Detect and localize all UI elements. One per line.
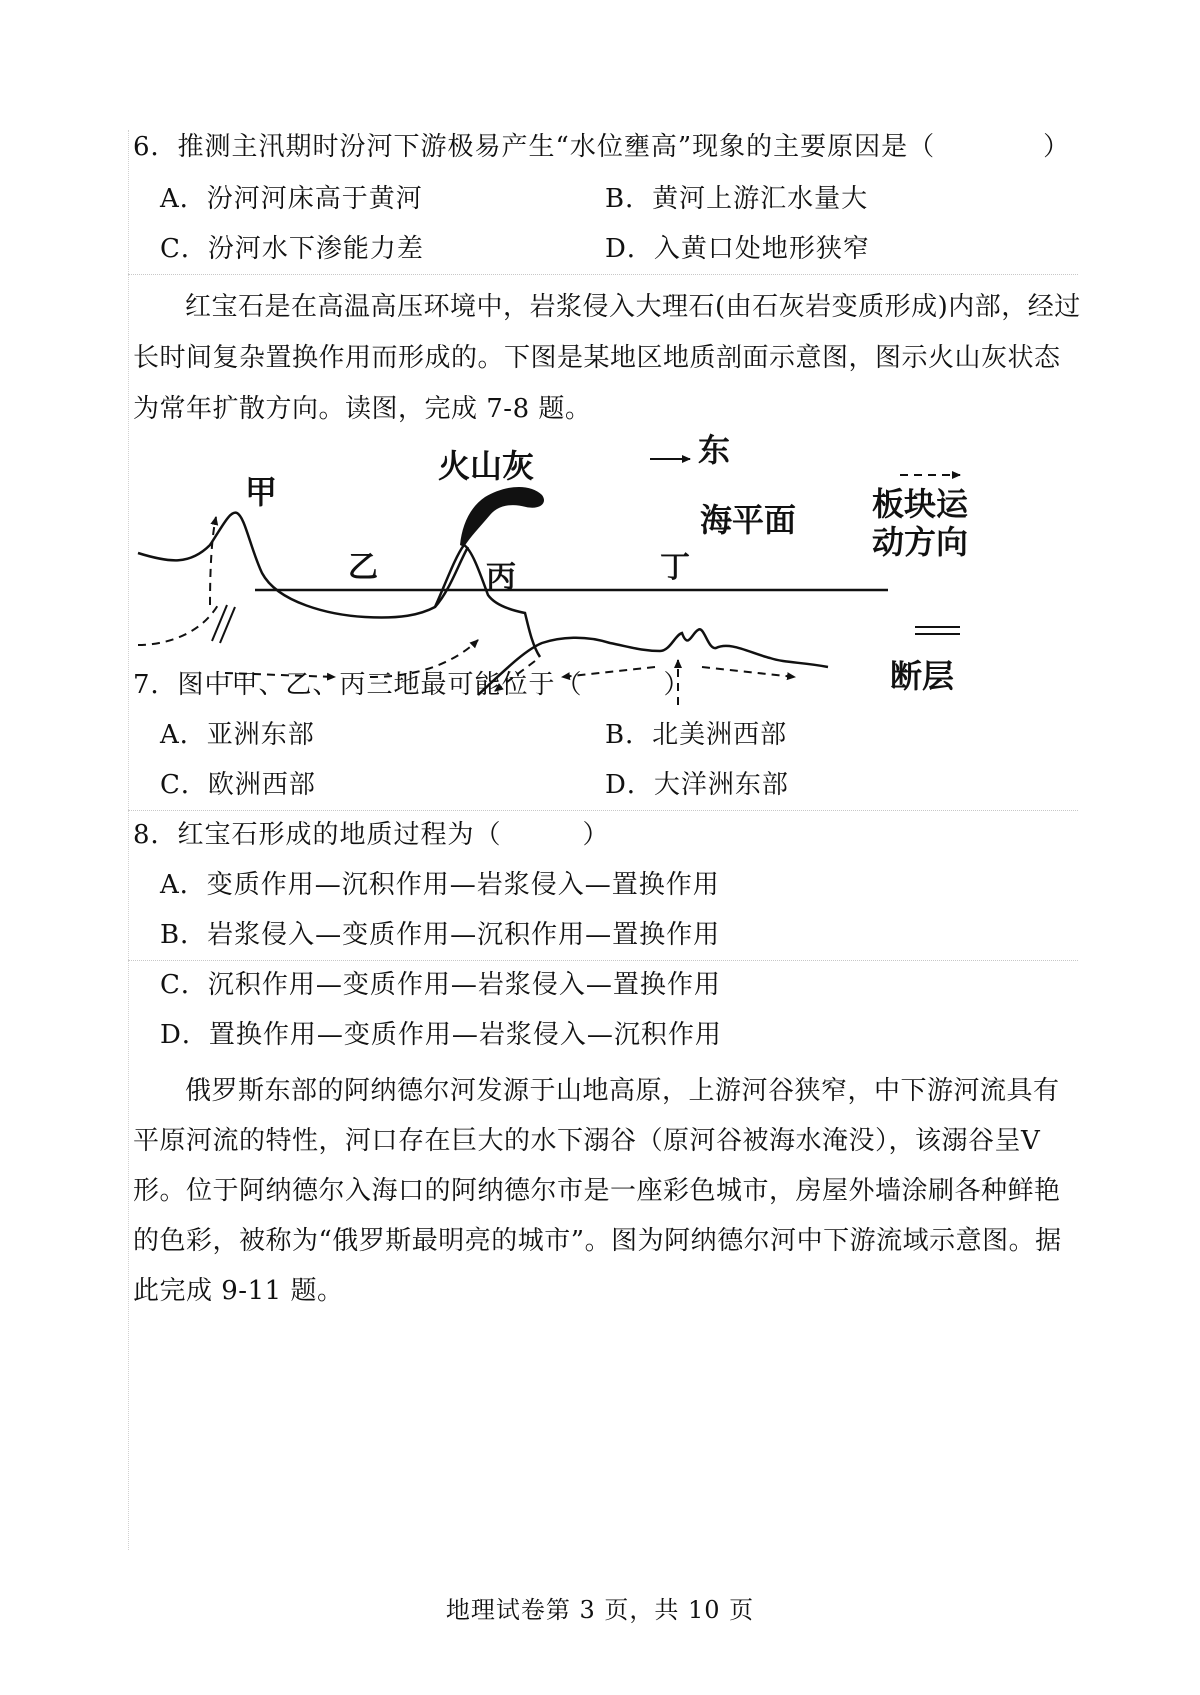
legend-fault-text: 断层	[890, 657, 955, 695]
volcanic-ash-plume	[460, 487, 544, 547]
legend-plate-text-1: 板块运	[872, 485, 969, 523]
separator-dotted	[128, 960, 1078, 961]
question-6-option-b: B．黄河上游汇水量大	[605, 184, 869, 214]
page-footer: 地理试卷第 3 页，共 10 页	[445, 1596, 755, 1624]
question-8-option-d: D．置换作用—变质作用—岩浆侵入—沉积作用	[160, 1020, 722, 1050]
separator-dotted	[128, 274, 1078, 275]
margin-guide-line	[128, 130, 129, 1550]
label-east: 东	[698, 431, 731, 469]
question-8-stem: 8．红宝石形成的地质过程为（ ）	[133, 820, 610, 850]
intro-paragraph-ruby: 红宝石是在高温高压环境中，岩浆侵入大理石(由石灰岩变质形成)内部，经过长时间复杂置换作用而形成的。下图是某地区地质剖面示意图，图示火山灰状态为常年扩散方向。读图，完成 7-8 题。	[133, 292, 1081, 424]
intro-paragraph-anadyr: 俄罗斯东部的阿纳德尔河发源于山地高原，上游河谷狭窄，中下游河流具有平原河流的特性，河口存在巨大的水下溺谷（原河谷被海水淹没），该溺谷呈Ⅴ形。位于阿纳德尔入海口的阿纳德尔市是一座彩色城市，房屋外墙涂刷各种鲜艳的色彩，被称为“俄罗斯最明亮的城市”。图为阿纳德尔河中下游流域示意图。据此完成 9-11 题。	[133, 1076, 1062, 1306]
label-volcanic-ash: 火山灰	[438, 447, 535, 485]
plate-motion-arrow-up	[210, 517, 216, 605]
label-yi: 乙	[348, 550, 378, 585]
plate-motion-arrow-left	[138, 605, 218, 645]
terrain-jia-mountain	[138, 513, 468, 618]
label-bing: 丙	[486, 560, 516, 595]
fault-symbol-jia-2	[220, 607, 235, 643]
ridge-arrow-right	[702, 667, 795, 677]
question-7-option-b: B．北美洲西部	[605, 720, 788, 750]
question-6-stem: 6．推测主汛期时汾河下游极易产生“水位壅高”现象的主要原因是（ ）	[133, 132, 1071, 162]
question-7-option-a: A．亚洲东部	[160, 720, 315, 750]
question-8-option-c: C．沉积作用—变质作用—岩浆侵入—置换作用	[160, 970, 721, 1000]
separator-dotted	[128, 810, 1078, 811]
legend-plate-text-2: 动方向	[872, 523, 969, 561]
label-jia: 甲	[245, 473, 278, 511]
question-7-stem: 7．图中甲、乙、丙三地最可能位于（ ）	[133, 670, 691, 700]
question-6-option-a: A．汾河河床高于黄河	[160, 184, 423, 214]
question-6-option-d: D．入黄口处地形狭窄	[605, 234, 870, 264]
question-8-option-b: B．岩浆侵入—变质作用—沉积作用—置换作用	[160, 920, 721, 950]
label-ding: 丁	[660, 550, 690, 585]
question-6-option-c: C．汾河水下渗能力差	[160, 234, 424, 264]
question-8-option-a: A．变质作用—沉积作用—岩浆侵入—置换作用	[160, 870, 720, 900]
label-sea-level: 海平面	[700, 501, 797, 539]
question-7-option-d: D．大洋洲东部	[605, 770, 789, 800]
question-7-option-c: C．欧洲西部	[160, 770, 316, 800]
